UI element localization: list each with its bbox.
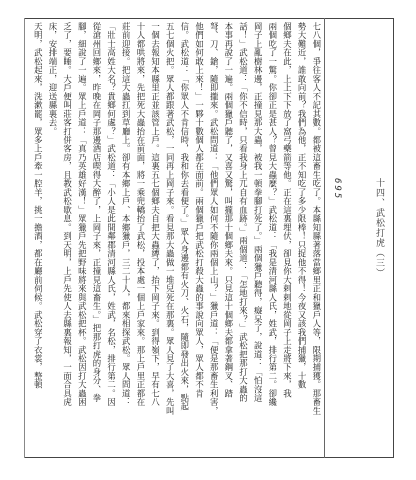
- text-column: 莊前迎接。把這大蟲扛到草廳上。卻有本鄉上戶、本鄉獵戶，三二十人，都來相探武松。眾人問道：: [121, 22, 132, 407]
- text-column: 乏了，要睡。大戶便叫莊客打併客房，且教武松歇息。到天明，上戶先使人去縣裏報知，一面合具虎: [62, 22, 73, 407]
- text-column: 一個去報知本縣里正並該管上戶。這裏五七個鄉夫自把大蟲縛了，抬下岡子來。到得嶺下，早有七八: [150, 22, 161, 407]
- text-column: 「壯士高姓大名？貴鄉何處？」武松道：「小人是此間鄰郡清河縣人氏，姓武，名松，排行第二。因: [106, 22, 117, 407]
- frame-bottom-rule: [24, 457, 394, 458]
- frame-top-rule: [24, 18, 394, 19]
- text-column: 兩個吃了一驚。你卻正是甚人？曾見大蟲麼？」武松道：「我是清河縣人氏，姓武，排行第二。卻纔: [267, 22, 278, 407]
- text-column: 十人都哄將來，先把死大蟲抬在前面，將一乘兜轎抬了武松，投本處一個上戶家來。那上戶里正都在: [135, 22, 146, 407]
- page-number: 695: [332, 178, 342, 201]
- text-column: 個鄉夫在此，上上下下放了窩弓藥箭等他。正在這裏埋伏，卻見你大剌剌地從岡子上走將下來，我: [282, 22, 293, 398]
- text-column: 弩、刀、鎗，隨即攏來。武松問道：「他們眾人如何不隨你兩個上山？」獵戶道：「便是那畜生利害，: [209, 22, 220, 416]
- text-column: 床，安排端正，迎送縣裏去。: [47, 22, 58, 136]
- text-column: 本事再說了一遍。兩個獵戶聽了，又喜又驚，叫攏那十個鄉夫來。只見這十個鄉夫都拿著鋼叉、踏: [223, 22, 234, 398]
- text-column: 天明，武松起來，洗漱罷，眾多上戶牽一腔羊，挑一擔酒，都在廳前伺候。武松穿了衣裳，整頓: [33, 22, 44, 390]
- text-column: 五七個火把。眾人都跟著武松，一同再上岡子來。看見那大蟲做一堆兒死在那裏。眾人見了大喜，先叫: [165, 22, 176, 416]
- gutter-rule: [324, 18, 325, 458]
- text-column: 他們如何敢上來！」一夥十數個人都在面前。兩個獵戶把武松打殺大蟲的事說向眾人，眾人都不肯: [194, 22, 205, 398]
- text-column: 從滄州回鄉來，昨晚在岡子那邊酒店喫得大醉了，上岡子來，正撞見這畜生。」把那打虎的身分、拳: [91, 22, 102, 403]
- frame-left-rule: [24, 18, 25, 458]
- margin-area: [332, 178, 386, 448]
- text-column: 七八個，爭往客人不記其數。都被這畜生吃了。本縣知縣著落當鄉里正和獵戶人等，限期捕獲。那畜生: [311, 22, 322, 416]
- text-column: 岡子上亂樹林邊，正撞見那大蟲，被我一頓拳腳打死了。」兩個獵戶聽得，癡呆了，說道：「怕沒這: [253, 22, 264, 403]
- text-column: 腳，細說了一遍。眾上戶道：「真乃英雄好漢！」眾獵戶先把野味將來與武松把杯。武松因打大蟲困: [77, 22, 88, 407]
- running-head: 十四、武松打虎（三）: [374, 178, 384, 278]
- text-column: 勢大難近，誰敢向前？我們為他，正不知吃了多少限棒！只捉他不得！今夜又該我們捕獵，十數: [297, 22, 308, 390]
- text-body: [32, 22, 322, 454]
- text-column: 信。武松道：「你眾人不肯信時，我和你去看便了。」眾人身邊都有火刀、火石，隨即發出火來，點起: [179, 22, 190, 412]
- page-frame: [24, 18, 394, 458]
- text-column: 話！」武松道：「你不信時，只看我身上兀自有血跡。」兩個道：「怎地打來？」武松把那打大蟲的: [238, 22, 249, 403]
- frame-right-rule: [393, 18, 394, 458]
